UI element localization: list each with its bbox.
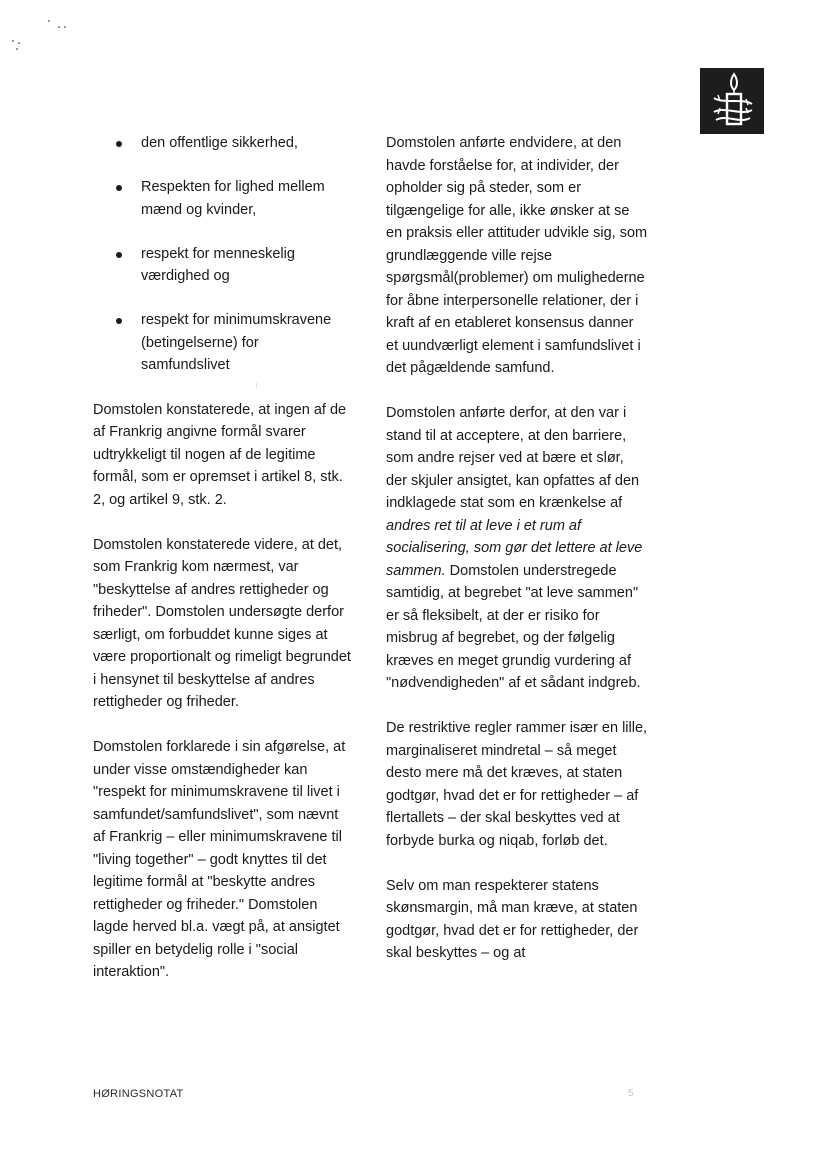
paragraph: De restriktive regler rammer især en lille, marginaliseret mindretal – så meget desto mere må det kræves, at staten godtgør, hvad det er for rettigheder – af flertallets – der skal beskyttes ved at forbyde burka og niqab, forløb det. (386, 720, 648, 849)
scan-mark (256, 383, 257, 388)
left-column (93, 132, 351, 1006)
bullet-list (93, 132, 351, 377)
scan-specks (12, 18, 72, 58)
list-item: respekt for minimumskravene (betingelserne) for samfundslivet (93, 309, 351, 377)
speck (12, 40, 14, 42)
amnesty-logo (700, 68, 764, 134)
speck (58, 26, 60, 28)
paragraph: Domstolen konstaterede, at ingen af de af Frankrig angivne formål svarer udtrykkeligt til nogen af de legitime formål, som er opremset i artikel 8, stk. 2, og artikel 9, stk. 2. (93, 401, 347, 508)
list-item: Respekten for lighed mellem mænd og kvinder, (93, 176, 351, 221)
speck (18, 42, 20, 44)
paragraph: Selv om man respekterer statens skønsmargin, må man kræve, at staten godtgør, hvad det er for rettigheder, der skal beskyttes – og at (386, 877, 639, 961)
candle-in-barbed-wire-icon (700, 68, 764, 134)
italic-quote: andres ret til at leve i et rum af socialisering, som gør det lettere at leve sammen. (386, 517, 643, 579)
paragraph: Domstolen anførte endvidere, at den havde forståelse for, at individer, der opholder sig på steder, som er tilgængelige for alle, ikke ønsker at se en praksis eller attituder udvikle sig, som grundlæggende ville rejse spørgsmål(problemer) om mulighederne for åbne interpersonelle relationer, der i kraft af en etableret konsensus danner et uundværligt element i samfundslivet i det pågældende samfund. (386, 135, 648, 376)
list-item: respekt for menneskelig værdighed og (93, 243, 351, 288)
speck (16, 48, 18, 50)
paragraph-text: Domstolen understregede samtidig, at begrebet "at leve sammen" er så fleksibelt, at der er risiko for misbrug af begrebet, og der følgelig kræves en meget grundig vurdering af "nødvendigheden" af et sådant indgreb. (386, 562, 641, 691)
speck (48, 20, 50, 22)
paragraph: Domstolen konstaterede videre, at det, som Frankrig kom nærmest, var "beskyttelse af andres rettigheder og friheder". Domstolen undersøgte derfor særligt, om forbuddet kunne siges at være proportionalt og rimeligt begrundet i hensynet til beskyttelse af andres rettigheder og friheder. (93, 536, 351, 710)
paragraph (386, 402, 648, 695)
list-item: den offentlige sikkerhed, (93, 132, 351, 155)
paragraph: Domstolen forklarede i sin afgørelse, at under visse omstændigheder kan "respekt for minimumskravene til livet i samfundet/samfundslivet", som nævnt af Frankrig – eller minimumskravene til "living together" – godt knyttes til det legitime formål at "beskytte andres rettigheder og friheder." Domstolen lagde herved bl.a. vægt på, at ansigtet spiller en betydelig rolle i "social interaktion". (93, 739, 346, 980)
paragraph-text: Domstolen anførte derfor, at den var i stand til at acceptere, at den barriere, som andre rejser ved at bære et slør, der skjuler ansigtet, kan opfattes af den indklagede stat som en krænkelse af (386, 405, 640, 511)
speck (64, 26, 66, 28)
right-column (386, 132, 648, 987)
page-number: 5 (628, 1088, 634, 1099)
footer-label: HØRINGSNOTAT (93, 1088, 184, 1100)
